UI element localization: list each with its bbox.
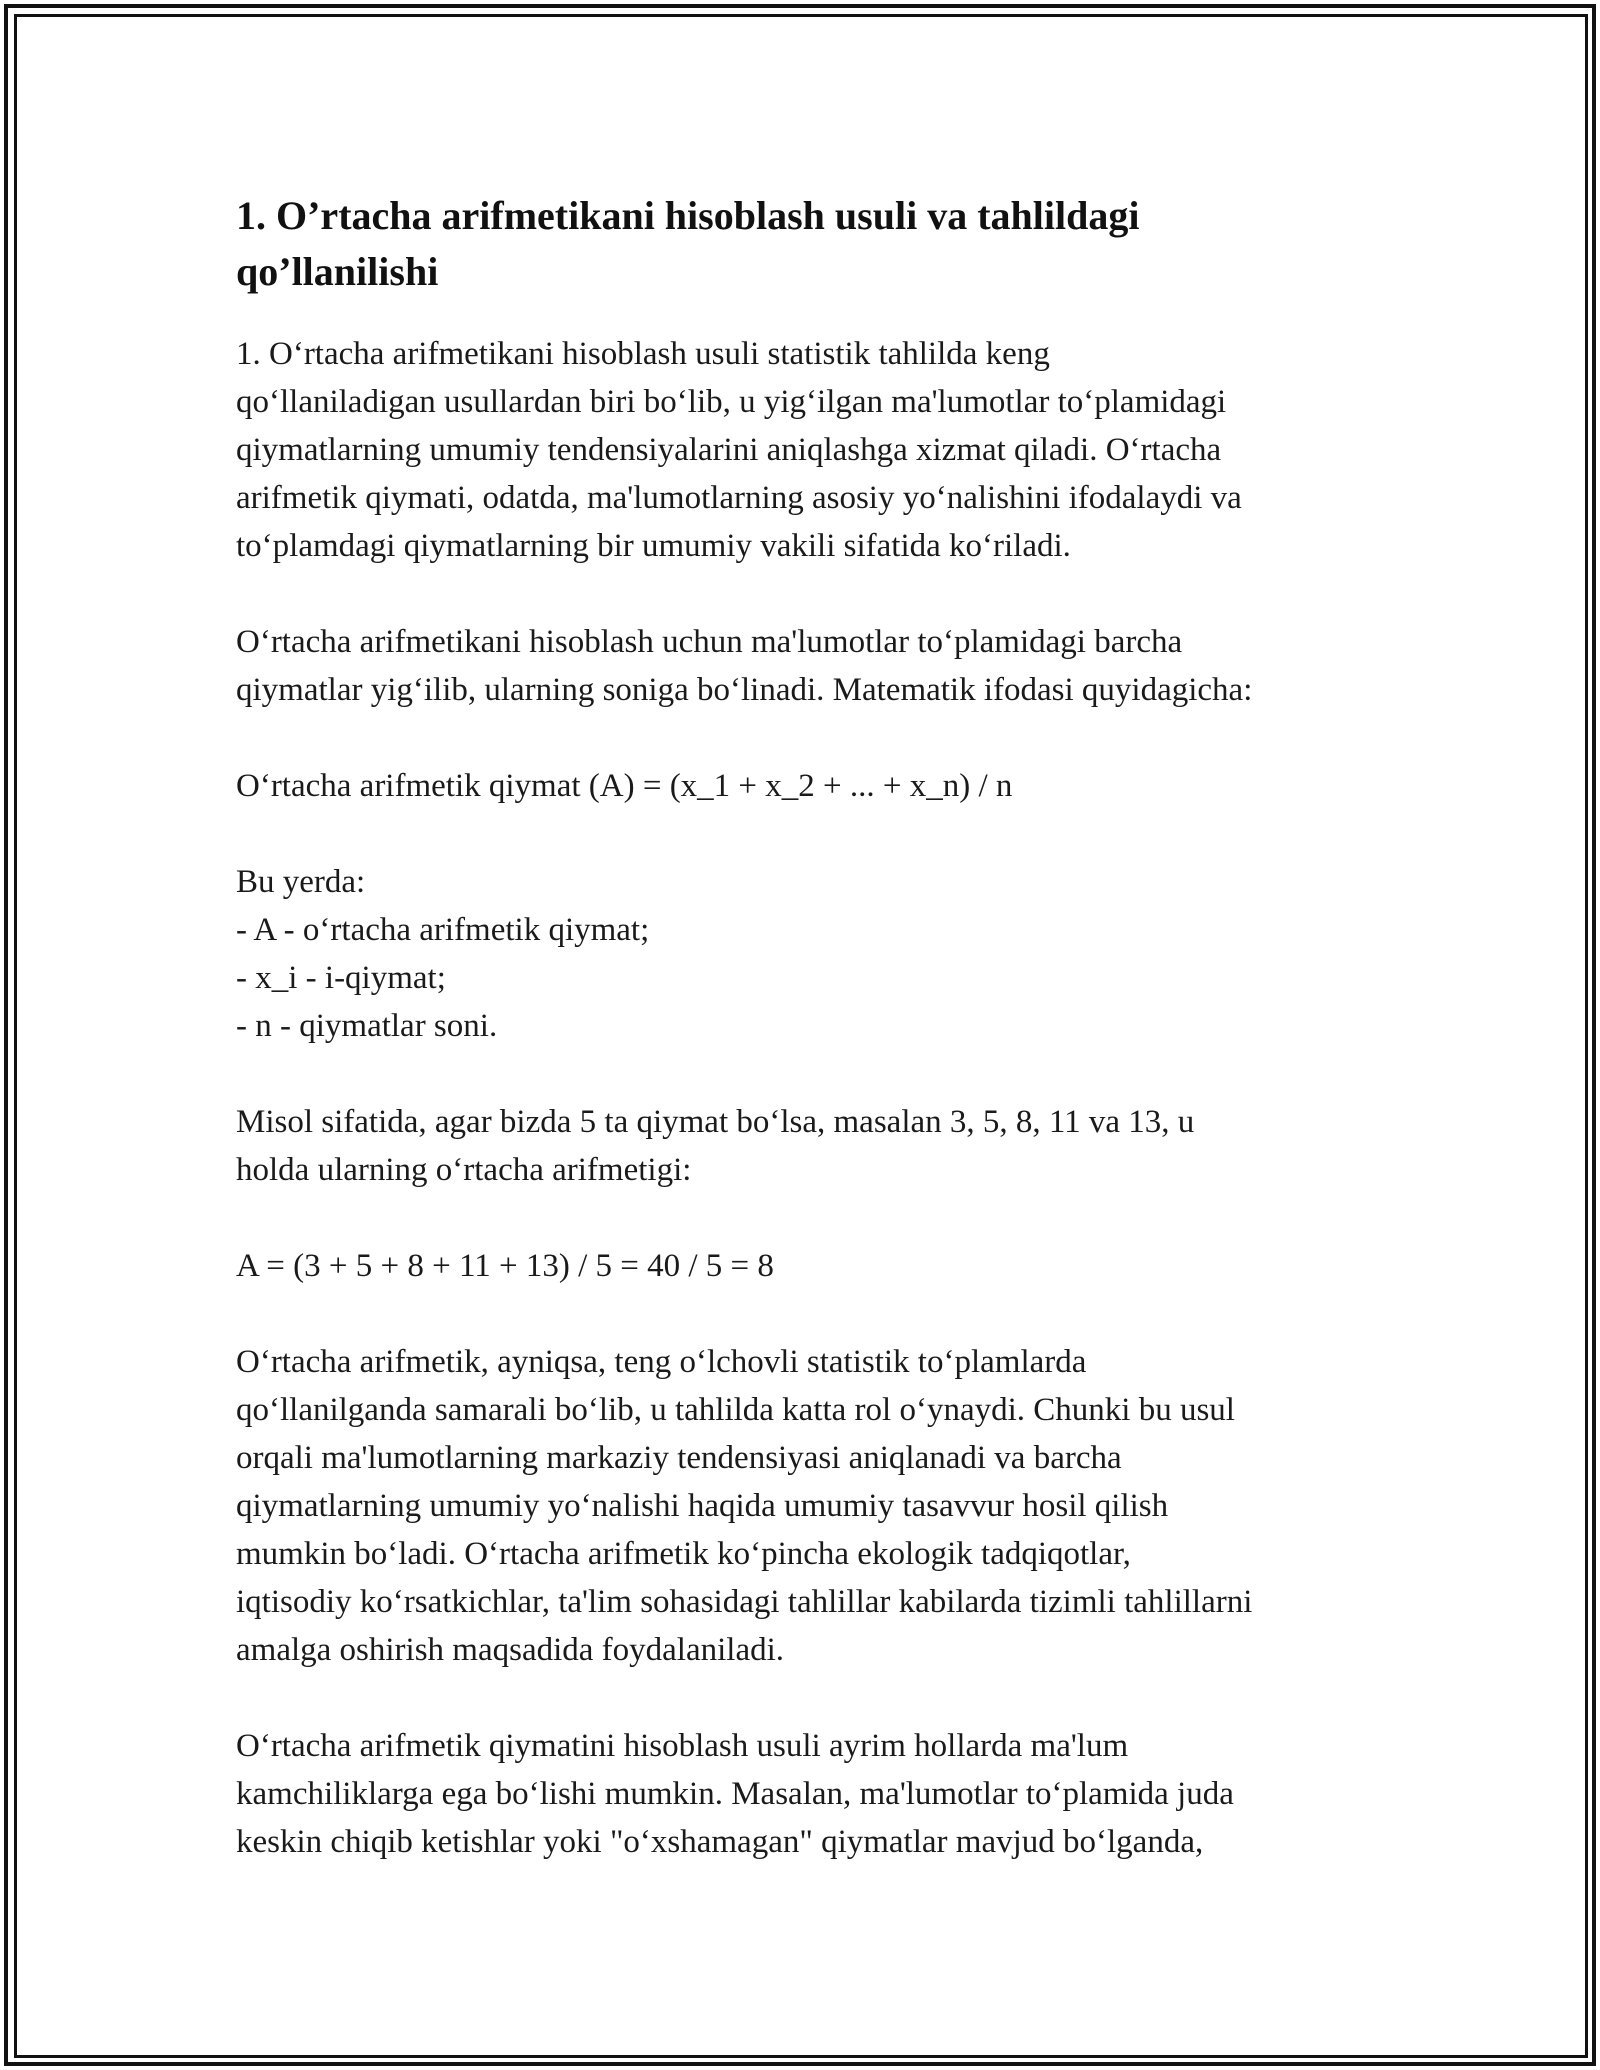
paragraph-limitations (236, 1722, 1386, 1866)
text-line: to‘plamdagi qiymatlarning bir umumiy vakili sifatida ko‘riladi. (236, 528, 1071, 564)
list-item: - x_i - i-qiymat; (236, 960, 446, 996)
paragraph-gap (236, 1674, 1386, 1722)
heading-line: qo’llanilishi (236, 249, 439, 294)
text-line: holda ularning o‘rtacha arifmetigi: (236, 1152, 692, 1188)
text-line: qiymatlar yig‘ilib, ularning soniga bo‘linadi. Matematik ifodasi quyidagicha: (236, 672, 1253, 708)
text-line: orqali ma'lumotlarning markaziy tendensiyasi aniqlanadi va barcha (236, 1440, 1122, 1476)
example-formula (236, 1242, 1386, 1290)
text-line: qiymatlarning umumiy tendensiyalarini aniqlashga xizmat qiladi. O‘rtacha (236, 432, 1222, 468)
text-line: O‘rtacha arifmetik qiymatini hisoblash usuli ayrim hollarda ma'lum (236, 1728, 1129, 1764)
paragraph-gap (236, 810, 1386, 858)
text-line: arifmetik qiymati, odatda, ma'lumotlarning asosiy yo‘nalishini ifodalaydi va (236, 480, 1242, 516)
text-line: mumkin bo‘ladi. O‘rtacha arifmetik ko‘pincha ekologik tadqiqotlar, (236, 1536, 1131, 1572)
document-page (236, 188, 1386, 1866)
list-item: - A - o‘rtacha arifmetik qiymat; (236, 912, 650, 948)
section-heading (236, 188, 1386, 300)
text-line: qo‘llaniladigan usullardan biri bo‘lib, u yig‘ilgan ma'lumotlar to‘plamidagi (236, 384, 1227, 420)
text-line: Misol sifatida, agar bizda 5 ta qiymat bo‘lsa, masalan 3, 5, 8, 11 va 13, u (236, 1104, 1195, 1140)
text-line: 1. O‘rtacha arifmetikani hisoblash usuli statistik tahlilda keng (236, 336, 1050, 372)
paragraph-gap (236, 1050, 1386, 1098)
definitions-list (236, 858, 1386, 1050)
text-line: O‘rtacha arifmetikani hisoblash uchun ma'lumotlar to‘plamidagi barcha (236, 624, 1183, 660)
text-line: kamchiliklarga ega bo‘lishi mumkin. Masalan, ma'lumotlar to‘plamida juda (236, 1776, 1234, 1812)
paragraph-gap (236, 714, 1386, 762)
text-line: O‘rtacha arifmetik, ayniqsa, teng o‘lchovli statistik to‘plamlarda (236, 1344, 1087, 1380)
paragraph-gap (236, 1194, 1386, 1242)
text-line: A = (3 + 5 + 8 + 11 + 13) / 5 = 40 / 5 = 8 (236, 1248, 774, 1284)
text-line: Bu yerda: (236, 864, 366, 900)
text-line: iqtisodiy ko‘rsatkichlar, ta'lim sohasidagi tahlillar kabilarda tizimli tahlillarni (236, 1584, 1253, 1620)
paragraph-gap (236, 1290, 1386, 1338)
paragraph-example (236, 1098, 1386, 1194)
text-line: keskin chiqib ketishlar yoki "o‘xshamagan" qiymatlar mavjud bo‘lganda, (236, 1824, 1204, 1860)
text-line: amalga oshirish maqsadida foydalaniladi. (236, 1632, 785, 1668)
text-line: qo‘llanilganda samarali bo‘lib, u tahlilda katta rol o‘ynaydi. Chunki bu usul (236, 1392, 1235, 1428)
paragraph-usage (236, 1338, 1386, 1674)
heading-line: 1. O’rtacha arifmetikani hisoblash usuli va tahlildagi (236, 193, 1140, 238)
paragraph-method (236, 618, 1386, 714)
paragraph-intro (236, 330, 1386, 570)
list-item: - n - qiymatlar soni. (236, 1008, 498, 1044)
paragraph-gap (236, 570, 1386, 618)
text-line: qiymatlarning umumiy yo‘nalishi haqida umumiy tasavvur hosil qilish (236, 1488, 1169, 1524)
formula-line (236, 762, 1386, 810)
text-line: O‘rtacha arifmetik qiymat (A) = (x_1 + x_2 + ... + x_n) / n (236, 768, 1013, 804)
